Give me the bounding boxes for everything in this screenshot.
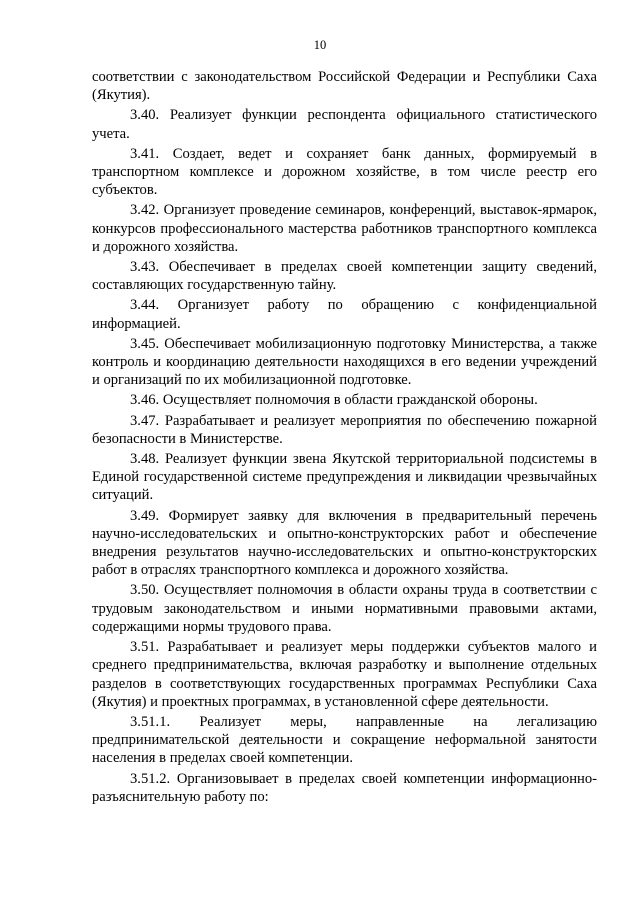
paragraph-3-40: 3.40. Реализует функции респондента официального статистического учета.	[92, 107, 597, 142]
paragraph-3-45: 3.45. Обеспечивает мобилизационную подготовку Министерства, а также контроль и координацию деятельности находящихся в его ведении учреждений и организаций по их мобилизационной подготовке.	[92, 335, 597, 389]
paragraph-3-48: 3.48. Реализует функции звена Якутской территориальной подсистемы в Единой государственной системе предупреждения и ликвидации чрезвычайных ситуаций.	[92, 451, 597, 504]
document-body	[92, 68, 597, 808]
paragraph-3-44: 3.44. Организует работу по обращению с конфиденциальной информацией.	[92, 297, 597, 332]
paragraph-3-47: 3.47. Разрабатывает и реализует мероприятия по обеспечению пожарной безопасности в Министерстве.	[92, 412, 597, 447]
paragraph-3-51-1: 3.51.1. Реализует меры, направленные на легализацию предпринимательской деятельности и сокращение неформальной занятости населения в пределах своей компетенции.	[92, 713, 597, 767]
paragraph-continuation: соответствии с законодательством Российской Федерации и Республики Саха (Якутия).	[92, 69, 597, 104]
paragraph-3-50: 3.50. Осуществляет полномочия в области охраны труда в соответствии с трудовым законодательством и иными нормативными правовыми актами, содержащими нормы трудового права.	[92, 582, 597, 635]
paragraph-3-51-2: 3.51.2. Организовывает в пределах своей компетенции информационно-разъяснительную работу по:	[92, 770, 597, 805]
paragraph-3-51: 3.51. Разрабатывает и реализует меры поддержки субъектов малого и среднего предпринимательства, включая разработку и выполнение отдельных разделов в соответствующих государственных программах Республики Саха (Якутия) и проектных программах, в установленной сфере деятельности.	[92, 639, 597, 710]
paragraph-3-43: 3.43. Обеспечивает в пределах своей компетенции защиту сведений, составляющих государственную тайну.	[92, 259, 597, 294]
paragraph-3-42: 3.42. Организует проведение семинаров, конференций, выставок-ярмарок, конкурсов профессионального мастерства работников транспортного комплекса и дорожного хозяйства.	[92, 202, 597, 255]
paragraph-3-41: 3.41. Создает, ведет и сохраняет банк данных, формируемый в транспортном комплексе и дорожном хозяйстве, в том числе реестр его субъектов.	[92, 145, 597, 199]
page-number: 10	[313, 38, 327, 52]
paragraph-3-49: 3.49. Формирует заявку для включения в предварительный перечень научно-исследовательских и опытно-конструкторских работ и обеспечение внедрения результатов научно-исследовательских и опытно-конструкторских работ в отраслях транспортного комплекса и дорожного хозяйства.	[92, 507, 597, 579]
paragraph-3-46: 3.46. Осуществляет полномочия в области гражданской обороны.	[130, 392, 538, 409]
